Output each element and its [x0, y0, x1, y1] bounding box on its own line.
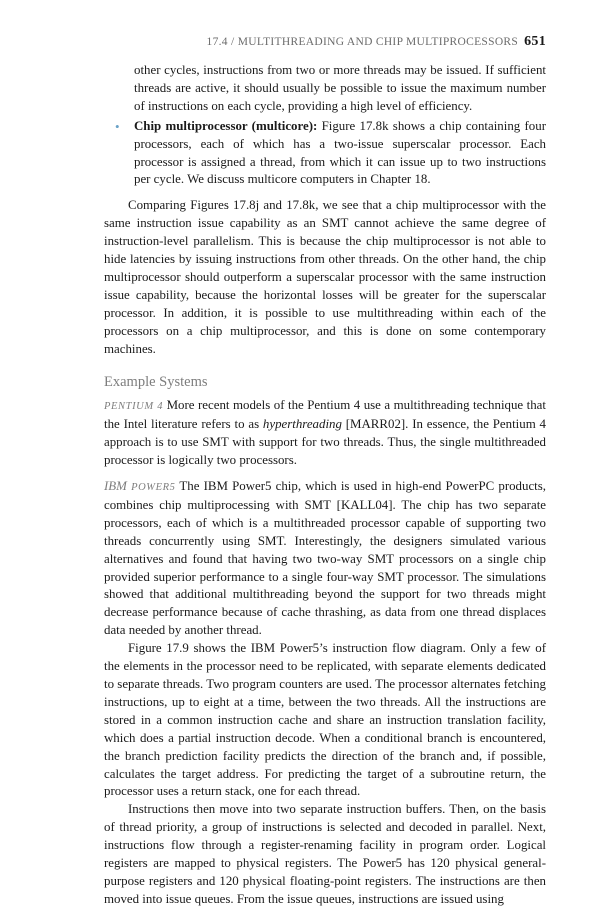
- section-heading: Example Systems: [104, 373, 208, 390]
- running-title: 17.4 / MULTITHREADING AND CHIP MULTIPROCESSORS: [206, 36, 519, 48]
- bullet-item-chip-multiprocessor: [104, 118, 546, 190]
- ibm-paragraph: [104, 478, 546, 640]
- comparison-paragraph: Comparing Figures 17.8j and 17.8k, we see that a chip multiprocessor with the same instruction issue capability as an SMT cannot achieve the same degree of instruction-level parallelism. This is because the chip multiprocessor is not able to hide latencies by issuing instructions from other threads. On the other hand, the chip multiprocessor should outperform a superscalar processor with the same instruction issue capability, because the horizontal losses will be greater for the superscalar processor. In addition, it is possible to use multithreading within each of the processors on a chip multiprocessor, and this is done on some contemporary machines.: [104, 198, 546, 356]
- page-number: 651: [524, 34, 546, 49]
- bullet-text: Figure 17.8k shows a chip containing four processors, each of which has a two-issue superscalar processor. Each processor is assigned a thread, from which it can issue up to two instructions per cycle. We discuss multicore computers in Chapter 18.: [134, 118, 546, 187]
- ibm-label-prefix: IBM: [104, 479, 132, 494]
- pentium-text-before: More recent models of the Pentium 4 use a multithreading technique that the Intel literature refers to as: [104, 398, 546, 432]
- flow-diagram-paragraph: Figure 17.9 shows the IBM Power5’s instruction flow diagram. Only a few of the elements in the processor need to be replicated, with separate elements dedicated to separate threads. Two program counters are used. The processor alternates fetching instructions, up to eight at a time, between the two threads. All the instructions are stored in a common instruction cache and share an instruction translation facility, which does a partial instruction decode. When a conditional branch is encountered, the branch prediction facility predicts the direction of the branch and, if possible, calculates the target address. For predicting the target of a subroutine return, the processor uses a return stack, one for each thread.: [104, 641, 546, 799]
- bullet-term: Chip multiprocessor (multicore):: [134, 118, 318, 133]
- page-body: [104, 62, 546, 909]
- instruction-buffers-paragraph: Instructions then move into two separate instruction buffers. Then, on the basis of thread priority, a group of instructions is selected and decoded in parallel. Next, instructions flow through a register-renaming facility in program order. Logical registers are mapped to physical registers. The Power5 has 120 physical general-purpose registers and 120 physical floating-point registers. The instructions are then moved into issue queues. From the issue queues, instructions are issued using: [104, 802, 546, 906]
- ibm-runin-label: [104, 479, 175, 493]
- ibm-text: The IBM Power5 chip, which is used in high-end PowerPC products, combines chip multiprocessing with SMT [KALL04]. The chip has two separate processors, each of which is a multithreaded processor capable of supporting two threads concurrently using SMT. Interestingly, the designers simulated various alternatives and found that having two two-way SMT processors on a single chip provided superior performance to a single four-way SMT processor. The simulations showed that additional multithreading beyond the support for two threads might decrease performance because of cache thrashing, as data from one thread displaces data needed by another thread.: [104, 479, 546, 638]
- pentium-paragraph: [104, 397, 546, 470]
- pentium-runin-label: PENTIUM 4: [104, 401, 164, 413]
- running-header: [104, 34, 546, 50]
- hyperthreading-term: hyperthreading: [262, 417, 342, 432]
- pentium-text-after: [MARR02]. In essence, the Pentium 4 approach is to use SMT with support for two threads. Thus, the single multithreaded processor is logically two processors.: [104, 417, 546, 468]
- ibm-label-power5: POWER5: [131, 482, 176, 494]
- bullet-icon: •: [115, 118, 120, 134]
- continued-paragraph: other cycles, instructions from two or more threads may be issued. If sufficient threads are active, it should usually be possible to issue the maximum number of instructions on each cycle, providing a high level of efficiency.: [134, 63, 546, 113]
